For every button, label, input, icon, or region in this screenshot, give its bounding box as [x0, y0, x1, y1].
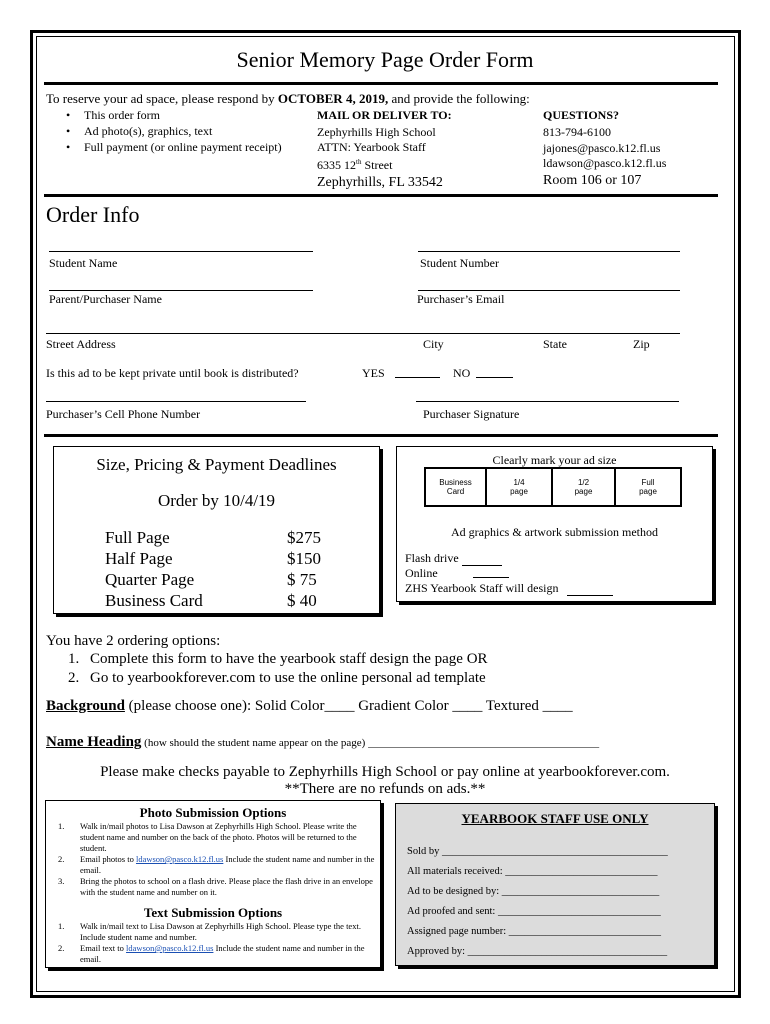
price-value: $150 [287, 549, 321, 568]
list-item: • This order form [60, 108, 310, 123]
staff-use-box [395, 803, 715, 966]
method-options [405, 551, 613, 596]
list-item: • Full payment (or online payment receipt) [60, 140, 310, 155]
mail-line: Zephyrhills High School [317, 125, 436, 139]
name-heading-label: Name Heading [46, 734, 142, 750]
name-heading-row [46, 733, 726, 752]
deadline: OCTOBER 4, 2019, [277, 91, 389, 106]
email-link[interactable]: ldawson@pasco.k12.fl.us [126, 943, 214, 953]
staff-row[interactable]: Ad to be designed by: ______________________________ [407, 886, 660, 897]
price-values [287, 527, 321, 611]
order-by: Order by 10/4/19 [157, 491, 276, 510]
list-item: 2. Email text to ldawson@pasco.k12.fl.us Include the student name and number in the email. [58, 943, 365, 964]
price-value: $275 [287, 528, 321, 547]
price-label: Full Page [105, 528, 170, 547]
list-item: 1. Complete this form to have the yearbook staff design the page OR [68, 651, 488, 667]
mail-line: Zephyrhills, FL 33542 [317, 175, 443, 190]
background-label: Background [46, 698, 125, 714]
method-zhs: ZHS Yearbook Staff will design [405, 581, 613, 596]
street-label: Street Address [46, 337, 116, 351]
mail-street: 6335 12th Street [317, 158, 393, 172]
refunds-note: **There are no refunds on ads.** [284, 781, 486, 797]
questions-heading: QUESTIONS? [543, 108, 620, 122]
divider [44, 434, 718, 437]
signature-label: Purchaser Signature [423, 407, 520, 421]
price-labels [105, 527, 203, 611]
ad-size-options [424, 467, 682, 507]
room: Room 106 or 107 [543, 173, 642, 188]
staff-heading: YEARBOOK STAFF USE ONLY [461, 811, 649, 826]
student-number-label: Student Number [420, 256, 499, 270]
online-blank[interactable] [473, 577, 509, 578]
staff-rows [407, 842, 668, 962]
size-option-full-page[interactable]: Full page [615, 467, 682, 507]
private-question: Is this ad to be kept private until book is distributed? [46, 366, 299, 380]
intro-pre: To reserve your ad space, please respond by [46, 91, 278, 106]
mail-heading: MAIL OR DELIVER TO: [317, 108, 452, 122]
student-number-line[interactable] [418, 251, 680, 252]
size-option-half-page[interactable]: 1/2 page [552, 467, 615, 507]
method-heading: Ad graphics & artwork submission method [451, 525, 658, 539]
price-value: $ 75 [287, 570, 317, 589]
intro-post: and provide the following: [388, 91, 530, 106]
list-item: 2. Go to yearbookforever.com to use the online personal ad template [68, 670, 486, 686]
price-label: Business Card [105, 591, 203, 610]
mail-line: ATTN: Yearbook Staff [317, 140, 426, 154]
intro-text [46, 91, 606, 107]
staff-row[interactable]: Approved by: ______________________________________ [407, 946, 668, 957]
purchaser-email-line[interactable] [418, 290, 680, 291]
zip-label: Zip [633, 337, 650, 351]
list-item: 1. Walk in/mail photos to Lisa Dawson at Zephyrhills High School. Please write the student name and number on the back of the photo. Photos will be returned to the student. [58, 821, 357, 853]
cell-line[interactable] [46, 401, 306, 402]
price-value: $ 40 [287, 591, 317, 610]
size-option-business-card[interactable]: Business Card [424, 467, 486, 507]
price-label: Half Page [105, 549, 173, 568]
text-heading: Text Submission Options [143, 905, 283, 920]
list-item: 3. Bring the photos to school on a flash drive. Please place the flash drive in an envelope with the student name and number on it. [58, 876, 373, 897]
list-item: 2. Email photos to ldawson@pasco.k12.fl.us Include the student name and number in the email. [58, 854, 375, 875]
staff-row[interactable]: Sold by ___________________________________________ [407, 846, 668, 857]
method-online: Online [405, 566, 438, 580]
email: ldawson@pasco.k12.fl.us [543, 156, 667, 170]
list-item: • Ad photo(s), graphics, text [60, 124, 310, 139]
options-list [60, 650, 660, 688]
flash-blank[interactable] [462, 565, 502, 566]
signature-line[interactable] [416, 401, 679, 402]
yes-blank[interactable] [395, 377, 440, 378]
cell-label: Purchaser’s Cell Phone Number [46, 407, 201, 421]
pricing-heading: Size, Pricing & Payment Deadlines [96, 455, 337, 474]
ad-size-heading: Clearly mark your ad size [492, 453, 617, 467]
email-link[interactable]: ldawson@pasco.k12.fl.us [135, 854, 224, 864]
page-title: Senior Memory Page Order Form [236, 47, 534, 72]
email: jajones@pasco.k12.fl.us [543, 141, 661, 155]
name-heading-blank[interactable]: (how should the student name appear on the page) __________________________________________ [141, 737, 600, 749]
order-info-heading: Order Info [46, 202, 140, 227]
divider [44, 194, 718, 197]
yes-label: YES [362, 366, 385, 380]
method-flash: Flash drive [405, 551, 613, 566]
requirements-list [60, 108, 310, 155]
student-name-label: Student Name [49, 256, 118, 270]
size-option-quarter-page[interactable]: 1/4 page [486, 467, 552, 507]
phone: 813-794-6100 [543, 125, 611, 139]
purchaser-email-label: Purchaser’s Email [417, 292, 505, 306]
list-item: 1. Walk in/mail text to Lisa Dawson at Zephyrhills High School. Please type the text. Include student name and number. [58, 921, 361, 942]
state-label: State [543, 337, 567, 351]
background-options[interactable]: (please choose one): Solid Color____ Gradient Color ____ Textured ____ [124, 698, 573, 714]
staff-row[interactable]: All materials received: _____________________________ [407, 866, 658, 877]
no-label: NO [453, 366, 471, 380]
city-label: City [423, 337, 444, 351]
options-intro: You have 2 ordering options: [46, 633, 221, 649]
staff-row[interactable]: Assigned page number: _____________________________ [407, 926, 662, 937]
text-options [50, 921, 375, 965]
checks-note: Please make checks payable to Zephyrhills High School or pay online at yearbookforever.com. [100, 764, 670, 780]
student-name-line[interactable] [49, 251, 313, 252]
zhs-blank[interactable] [567, 595, 613, 596]
questions-block [543, 108, 713, 189]
pricing-box [53, 446, 380, 614]
submission-box [45, 800, 381, 968]
parent-name-line[interactable] [49, 290, 313, 291]
background-choice [46, 697, 726, 716]
photo-heading: Photo Submission Options [139, 805, 287, 820]
ad-size-box [396, 446, 713, 602]
divider [44, 82, 718, 85]
parent-name-label: Parent/Purchaser Name [49, 292, 162, 306]
mail-block [317, 108, 517, 191]
staff-row[interactable]: Ad proofed and sent: _______________________________ [407, 906, 661, 917]
address-line[interactable] [46, 333, 680, 334]
no-blank[interactable] [476, 377, 513, 378]
price-label: Quarter Page [105, 570, 195, 589]
photo-options [50, 821, 375, 898]
